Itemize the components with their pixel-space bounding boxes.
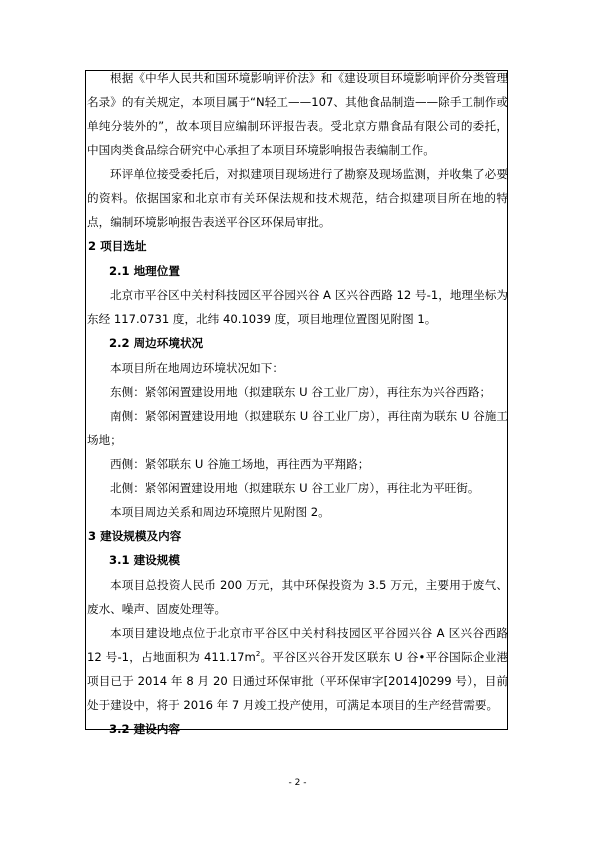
paragraph-photo-note: 本项目周边关系和周边环境照片见附图 2。 <box>110 504 330 519</box>
section-heading-scale: 3 建设规模及内容 <box>88 528 182 543</box>
paragraph-construction-site <box>87 621 508 717</box>
paragraph-legal-basis: 根据《中华人民共和国环境影响评价法》和《建设项目环境影响评价分类管理名录》的有关规定，本项目属于“N轻工——107、其他食品制造——除手工制作或单纯分装外的”，故本项目应编制环评报告表。受北京方鼎食品有限公司的委托，中国肉类食品综合研究中心承担了本项目环境影响报告表编制工作。 <box>87 71 508 157</box>
subsection-heading-content: 3.2 建设内容 <box>109 721 180 736</box>
page-number: - 2 - <box>288 778 307 788</box>
paragraph-east: 东侧：紧邻闲置建设用地（拟建联东 U 谷工业厂房），再往东为兴谷西路； <box>110 384 492 399</box>
paragraph-survey: 环评单位接受委托后，对拟建项目现场进行了勘察及现场监测，并收集了必要的资料。依据国家和北京市有关环保法规和技术规范，结合拟建项目所在地的特点，编制环境影响报告表送平谷区环保局审批。 <box>87 167 508 229</box>
paragraph-surroundings-intro: 本项目所在地周边环境状况如下： <box>110 360 284 375</box>
paragraph-location: 北京市平谷区中关村科技园区平谷园兴谷 A 区兴谷西路 12 号-1，地理坐标为东经 117.0731 度，北纬 40.1039 度，项目地理位置图见附图 1。 <box>87 288 508 327</box>
construction-site-text-a: 本项目建设地点位于北京市平谷区中关村科技园区平谷园兴谷 A 区兴谷西路 12 号-1，占地面积为 411.17m <box>87 625 508 664</box>
paragraph-north: 北侧：紧邻闲置建设用地（拟建联东 U 谷工业厂房），再往北为平旺街。 <box>110 480 480 495</box>
paragraph-investment: 本项目总投资人民币 200 万元，其中环保投资为 3.5 万元，主要用于废气、废水、噪声、固废处理等。 <box>87 577 508 616</box>
subsection-heading-surroundings: 2.2 周边环境状况 <box>109 336 204 351</box>
document-body <box>87 66 508 742</box>
subsection-heading-scale: 3.1 建设规模 <box>109 553 180 568</box>
area-unit-superscript: 2 <box>255 650 261 659</box>
paragraph-west: 西侧：紧邻联东 U 谷施工场地，再往西为平翔路； <box>110 456 370 471</box>
construction-site-text-b: 。平谷区兴谷开发区联东 U 谷•平谷国际企业港项目已于 2014 年 8 月 20 日通过环保审批（平环保审字[2014]0299 号），目前处于建设中，将于 2016 年 7 月竣工投产使用，可满足本项目的生产经营需要。 <box>87 649 508 712</box>
section-heading-site: 2 项目选址 <box>88 239 147 253</box>
subsection-heading-location: 2.1 地理位置 <box>109 263 180 278</box>
paragraph-south: 南侧：紧邻闲置建设用地（拟建联东 U 谷工业厂房），再往南为联东 U 谷施工场地； <box>87 408 508 447</box>
